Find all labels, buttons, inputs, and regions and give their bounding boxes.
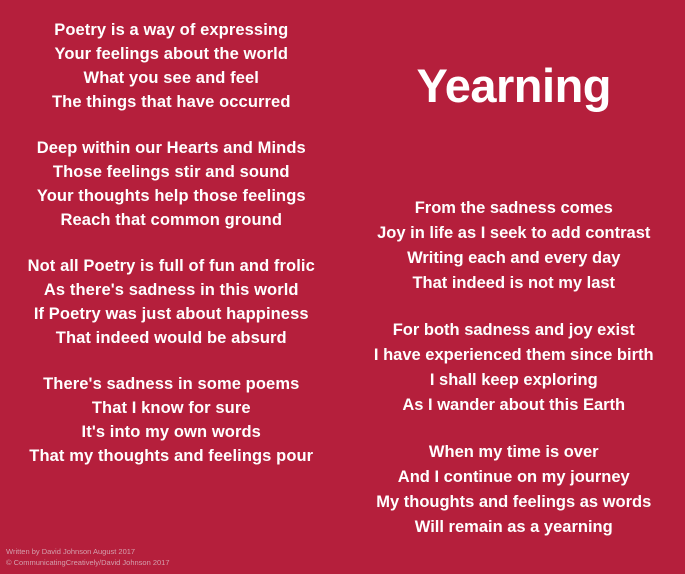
poem-line: Those feelings stir and sound <box>52 163 290 181</box>
left-stanza <box>6 372 337 468</box>
poem-line: As I wander about this Earth <box>402 396 626 414</box>
poem-line: That indeed is not my last <box>412 274 616 292</box>
poem-line: That I know for sure <box>91 399 251 417</box>
poem-line: Joy in life as I seek to add contrast <box>377 224 651 242</box>
poem-line: From the sadness comes <box>414 199 613 217</box>
poem-line: Your thoughts help those feelings <box>36 187 306 205</box>
left-stanza <box>6 136 337 232</box>
poem-line: It's into my own words <box>81 423 261 441</box>
right-stanza <box>349 318 680 418</box>
poem-line: Writing each and every day <box>407 249 621 267</box>
poem-line: When my time is over <box>428 443 599 461</box>
poem-line: I shall keep exploring <box>429 371 598 389</box>
poem-line: What you see and feel <box>83 69 259 87</box>
poem-line: As there's sadness in this world <box>43 281 299 299</box>
credit-author: Written by David Johnson August 2017 <box>6 547 136 556</box>
poem-line: Will remain as a yearning <box>414 518 613 536</box>
poem-line: I have experienced them since birth <box>373 346 654 364</box>
poem-line: Poetry is a way of expressing <box>54 21 289 39</box>
poem-line: Not all Poetry is full of fun and frolic <box>27 257 315 275</box>
poem-line: If Poetry was just about happiness <box>33 305 309 323</box>
poem-line: That my thoughts and feelings pour <box>29 447 314 465</box>
poem-line: That indeed would be absurd <box>55 329 287 347</box>
poem-line: For both sadness and joy exist <box>392 321 635 339</box>
poem-line: Reach that common ground <box>60 211 282 229</box>
page-title: Yearning <box>416 59 611 112</box>
right-stanza <box>349 440 680 540</box>
credits <box>6 546 170 568</box>
left-stanza <box>6 18 337 114</box>
credit-copyright: © CommunicatingCreatively/David Johnson 2017 <box>6 558 170 567</box>
poem-line: Your feelings about the world <box>54 45 289 63</box>
right-poem-column <box>343 0 685 574</box>
poem-line: Deep within our Hearts and Minds <box>36 139 306 157</box>
poem-line: The things that have occurred <box>51 93 291 111</box>
poem-line: And I continue on my journey <box>397 468 630 486</box>
right-stanza <box>349 196 680 296</box>
poem-line: There's sadness in some poems <box>43 375 300 393</box>
left-stanza <box>6 254 337 350</box>
poem-line: My thoughts and feelings as words <box>376 493 652 511</box>
